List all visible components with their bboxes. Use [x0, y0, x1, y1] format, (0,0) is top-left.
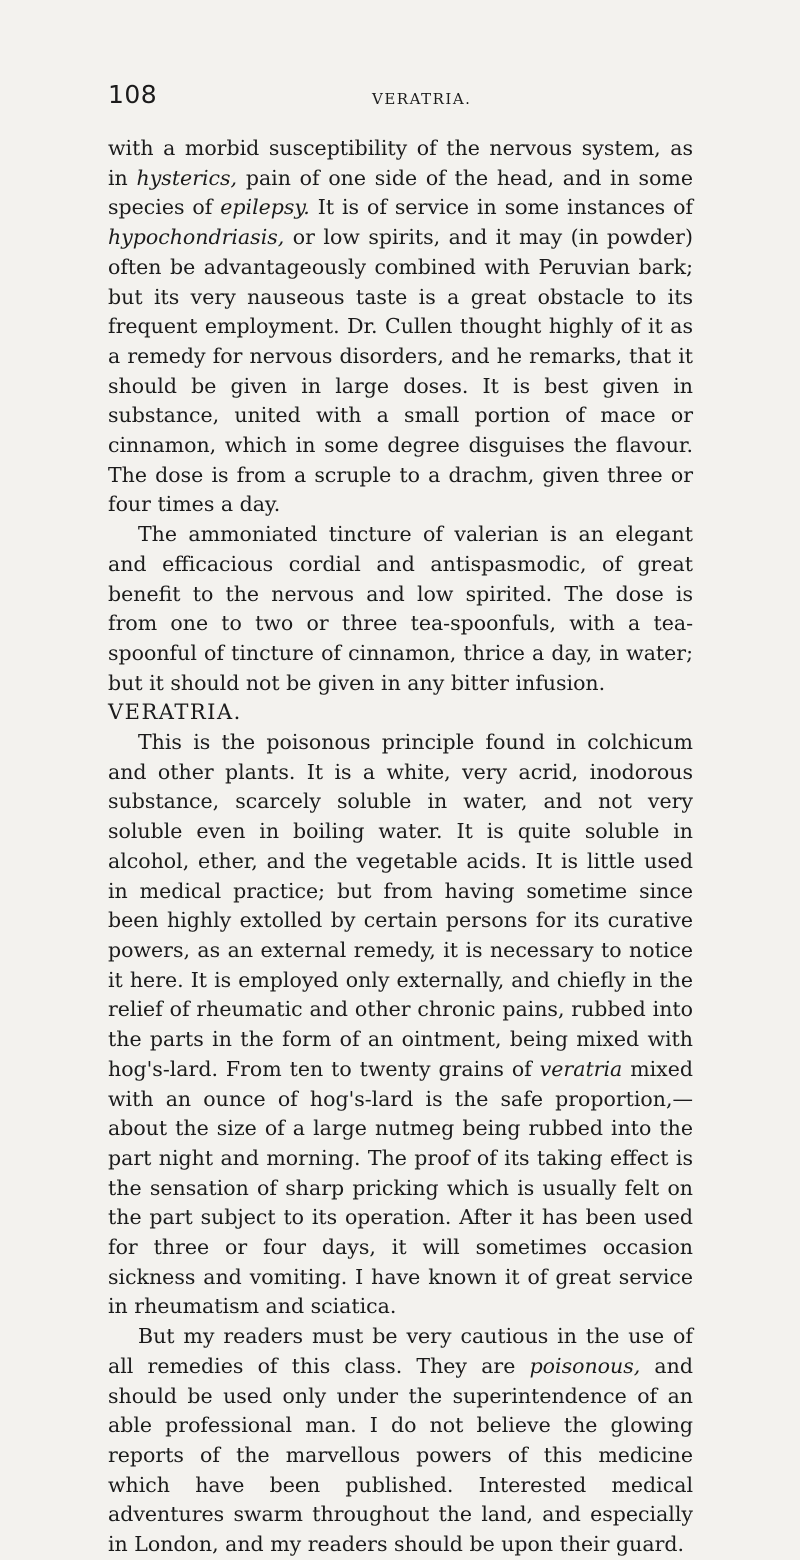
paragraph-caution	[108, 1322, 693, 1560]
section-heading-veratria: VERATRIA.	[108, 700, 242, 725]
text-run: It is of service in some instances of	[309, 195, 693, 220]
text-run: mixed with an ounce of hog's-lard is the safe proportion,—about the size of a large nutmeg being rubbed into the part night and morning. The proof of its taking effect is the sensation of sharp pricking which is usually felt on the part subject to its operation. After it has been used for three or four days, it will sometimes occasion sickness and vomiting. I have known it of great service in rheumatism and sciatica.	[108, 1056, 694, 1319]
text-run: and should be used only under the superintendence of an able professional man. I do not believe the glowing reports of the marvellous powers of this medicine which have been published. Interested medical adventures swarm throughout the land, and especially in London, and my readers should be upon their guard.	[108, 1353, 693, 1557]
paragraph-continuation	[108, 134, 693, 520]
paragraph-valerian: The ammoniated tincture of valerian is an elegant and efficacious cordial and antispasmodic, of great benefit to the nervous and low spirited. The dose is from one to two or three tea-spoonfuls, with a tea-spoonful of tincture of cinnamon, thrice a day, in water; but it should not be given in any bitter infusion.	[108, 522, 693, 695]
text-run: pain of one side of the head, and in some species of	[108, 165, 693, 220]
italic-term-hypochondriasis: hypochondriasis,	[108, 225, 285, 250]
italic-term-epilepsy: epilepsy.	[220, 195, 310, 220]
italic-term-poisonous: poisonous,	[529, 1353, 641, 1378]
text-run: But my readers must be very cautious in the use of all remedies of this class. They are	[108, 1324, 693, 1378]
italic-term-veratria: veratria	[539, 1056, 623, 1081]
paragraph-veratria-description	[108, 728, 693, 1322]
running-head: VERATRIA.	[372, 90, 472, 108]
text-run: This is the poisonous principle found in colchicum and other plants. It is a white, very acrid, inodorous substance, scarcely soluble in water, and not very soluble even in boiling water. It is quite soluble in alcohol, ether, and the vegetable acids. It is little used in medical practice; but from having sometime since been highly extolled by certain persons for its curative powers, as an external remedy, it is necessary to notice it here. It is employed only externally, and chiefly in the relief of rheumatic and other chronic pains, rubbed into the parts in the form of an ointment, being mixed with hog's-lard. From ten to twenty grains of	[108, 730, 693, 1081]
italic-term-hysterics: hysterics,	[136, 165, 238, 190]
text-run: or low spirits, and it may (in powder) often be advantageously combined with Peruvian bark; but its very nauseous taste is a great obstacle to its frequent employment. Dr. Cullen thought highly of it as a remedy for nervous disorders, and he remarks, that it should be given in large doses. It is best given in substance, united with a small portion of mace or cinnamon, which in some degree disguises the flavour. The dose is from a scruple to a drachm, given three or four times a day.	[108, 225, 693, 517]
text-run: with a morbid susceptibility of the nervous system, as in	[108, 136, 693, 190]
page-header	[108, 80, 688, 114]
page-number: 108	[108, 80, 158, 109]
body-text	[108, 134, 693, 1560]
